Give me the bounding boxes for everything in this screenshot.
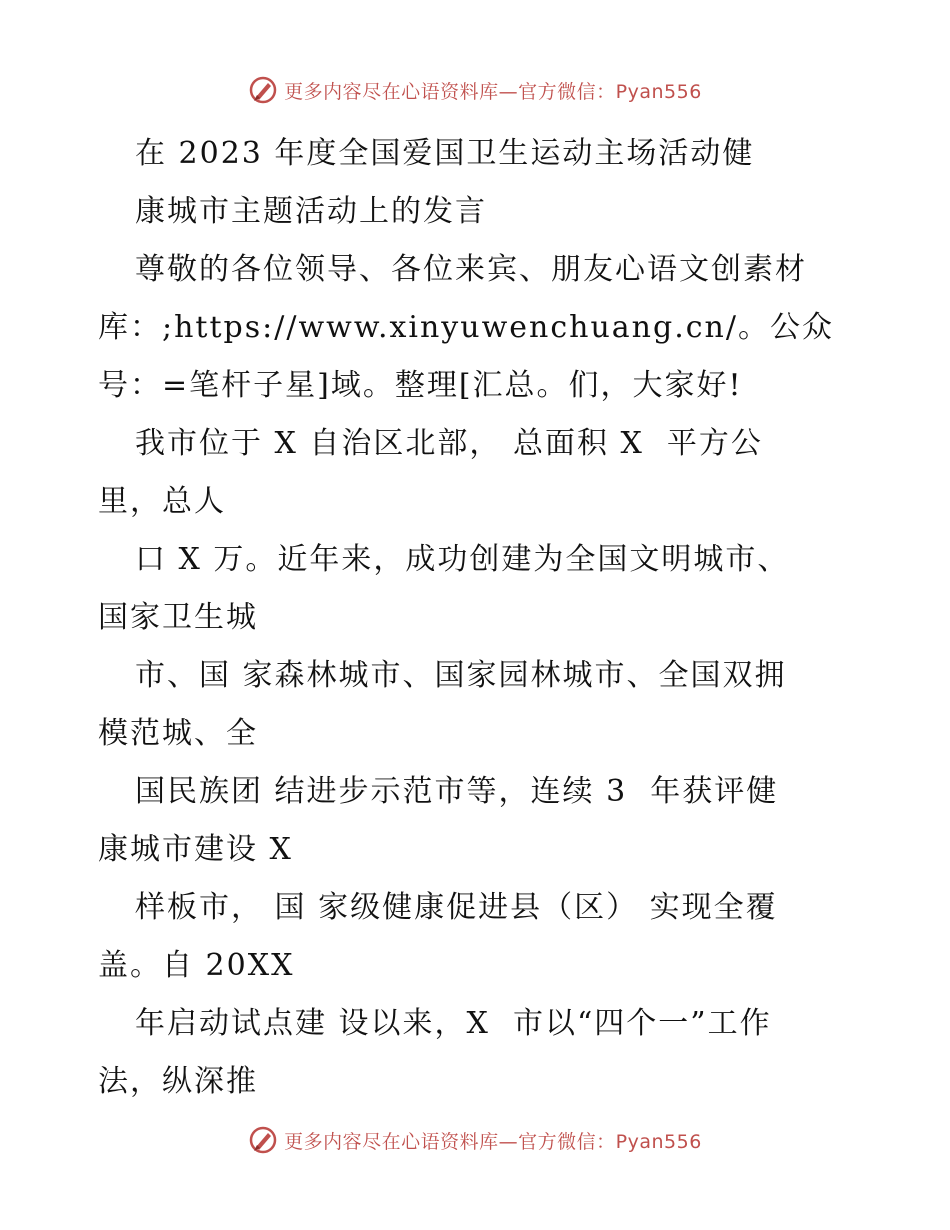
title-line-2: 康城市主题活动上的发言 — [135, 194, 487, 229]
text-line: 市、国 家森林城市、国家园林城市、全国双拥 — [135, 658, 787, 693]
text-line: 我市位于 X 自治区北部， 总面积 X 平方公 — [135, 426, 763, 461]
text-line: 库：;https://www.xinyuwenchuang.cn/。公众 — [98, 310, 834, 345]
text-line: 口 X 万。近年来，成功创建为全国文明城市、 — [135, 542, 790, 577]
text-line: 模范城、全 — [98, 716, 258, 751]
pen-logo-icon — [248, 75, 278, 105]
pen-logo-icon — [248, 1125, 278, 1155]
text-line: 盖。自 20XX — [98, 948, 295, 983]
text-line: 号：=笔杆子星]域。整理[汇总。们，大家好! — [98, 368, 743, 403]
text-line: 国家卫生城 — [98, 600, 258, 635]
header-banner-text: 更多内容尽在心语资料库—官方微信：Pyan556 — [284, 80, 702, 103]
footer-banner-text: 更多内容尽在心语资料库—官方微信：Pyan556 — [284, 1130, 702, 1153]
document-body — [98, 125, 858, 1111]
text-line: 国民族团 结进步示范市等，连续 3 年获评健 — [135, 774, 779, 809]
footer-banner — [0, 1120, 950, 1160]
text-line: 法，纵深推 — [98, 1064, 258, 1099]
text-line: 样板市， 国 家级健康促进县（区） 实现全覆 — [135, 890, 778, 925]
text-line: 年启动试点建 设以来，X 市以“四个一”工作 — [135, 1006, 772, 1041]
text-line: 尊敬的各位领导、各位来宾、朋友心语文创素材 — [135, 252, 807, 287]
header-banner — [0, 70, 950, 110]
text-line: 康城市建设 X — [98, 832, 293, 867]
text-line: 里，总人 — [98, 484, 226, 519]
title-line-1: 在 2023 年度全国爱国卫生运动主场活动健 — [135, 136, 755, 171]
